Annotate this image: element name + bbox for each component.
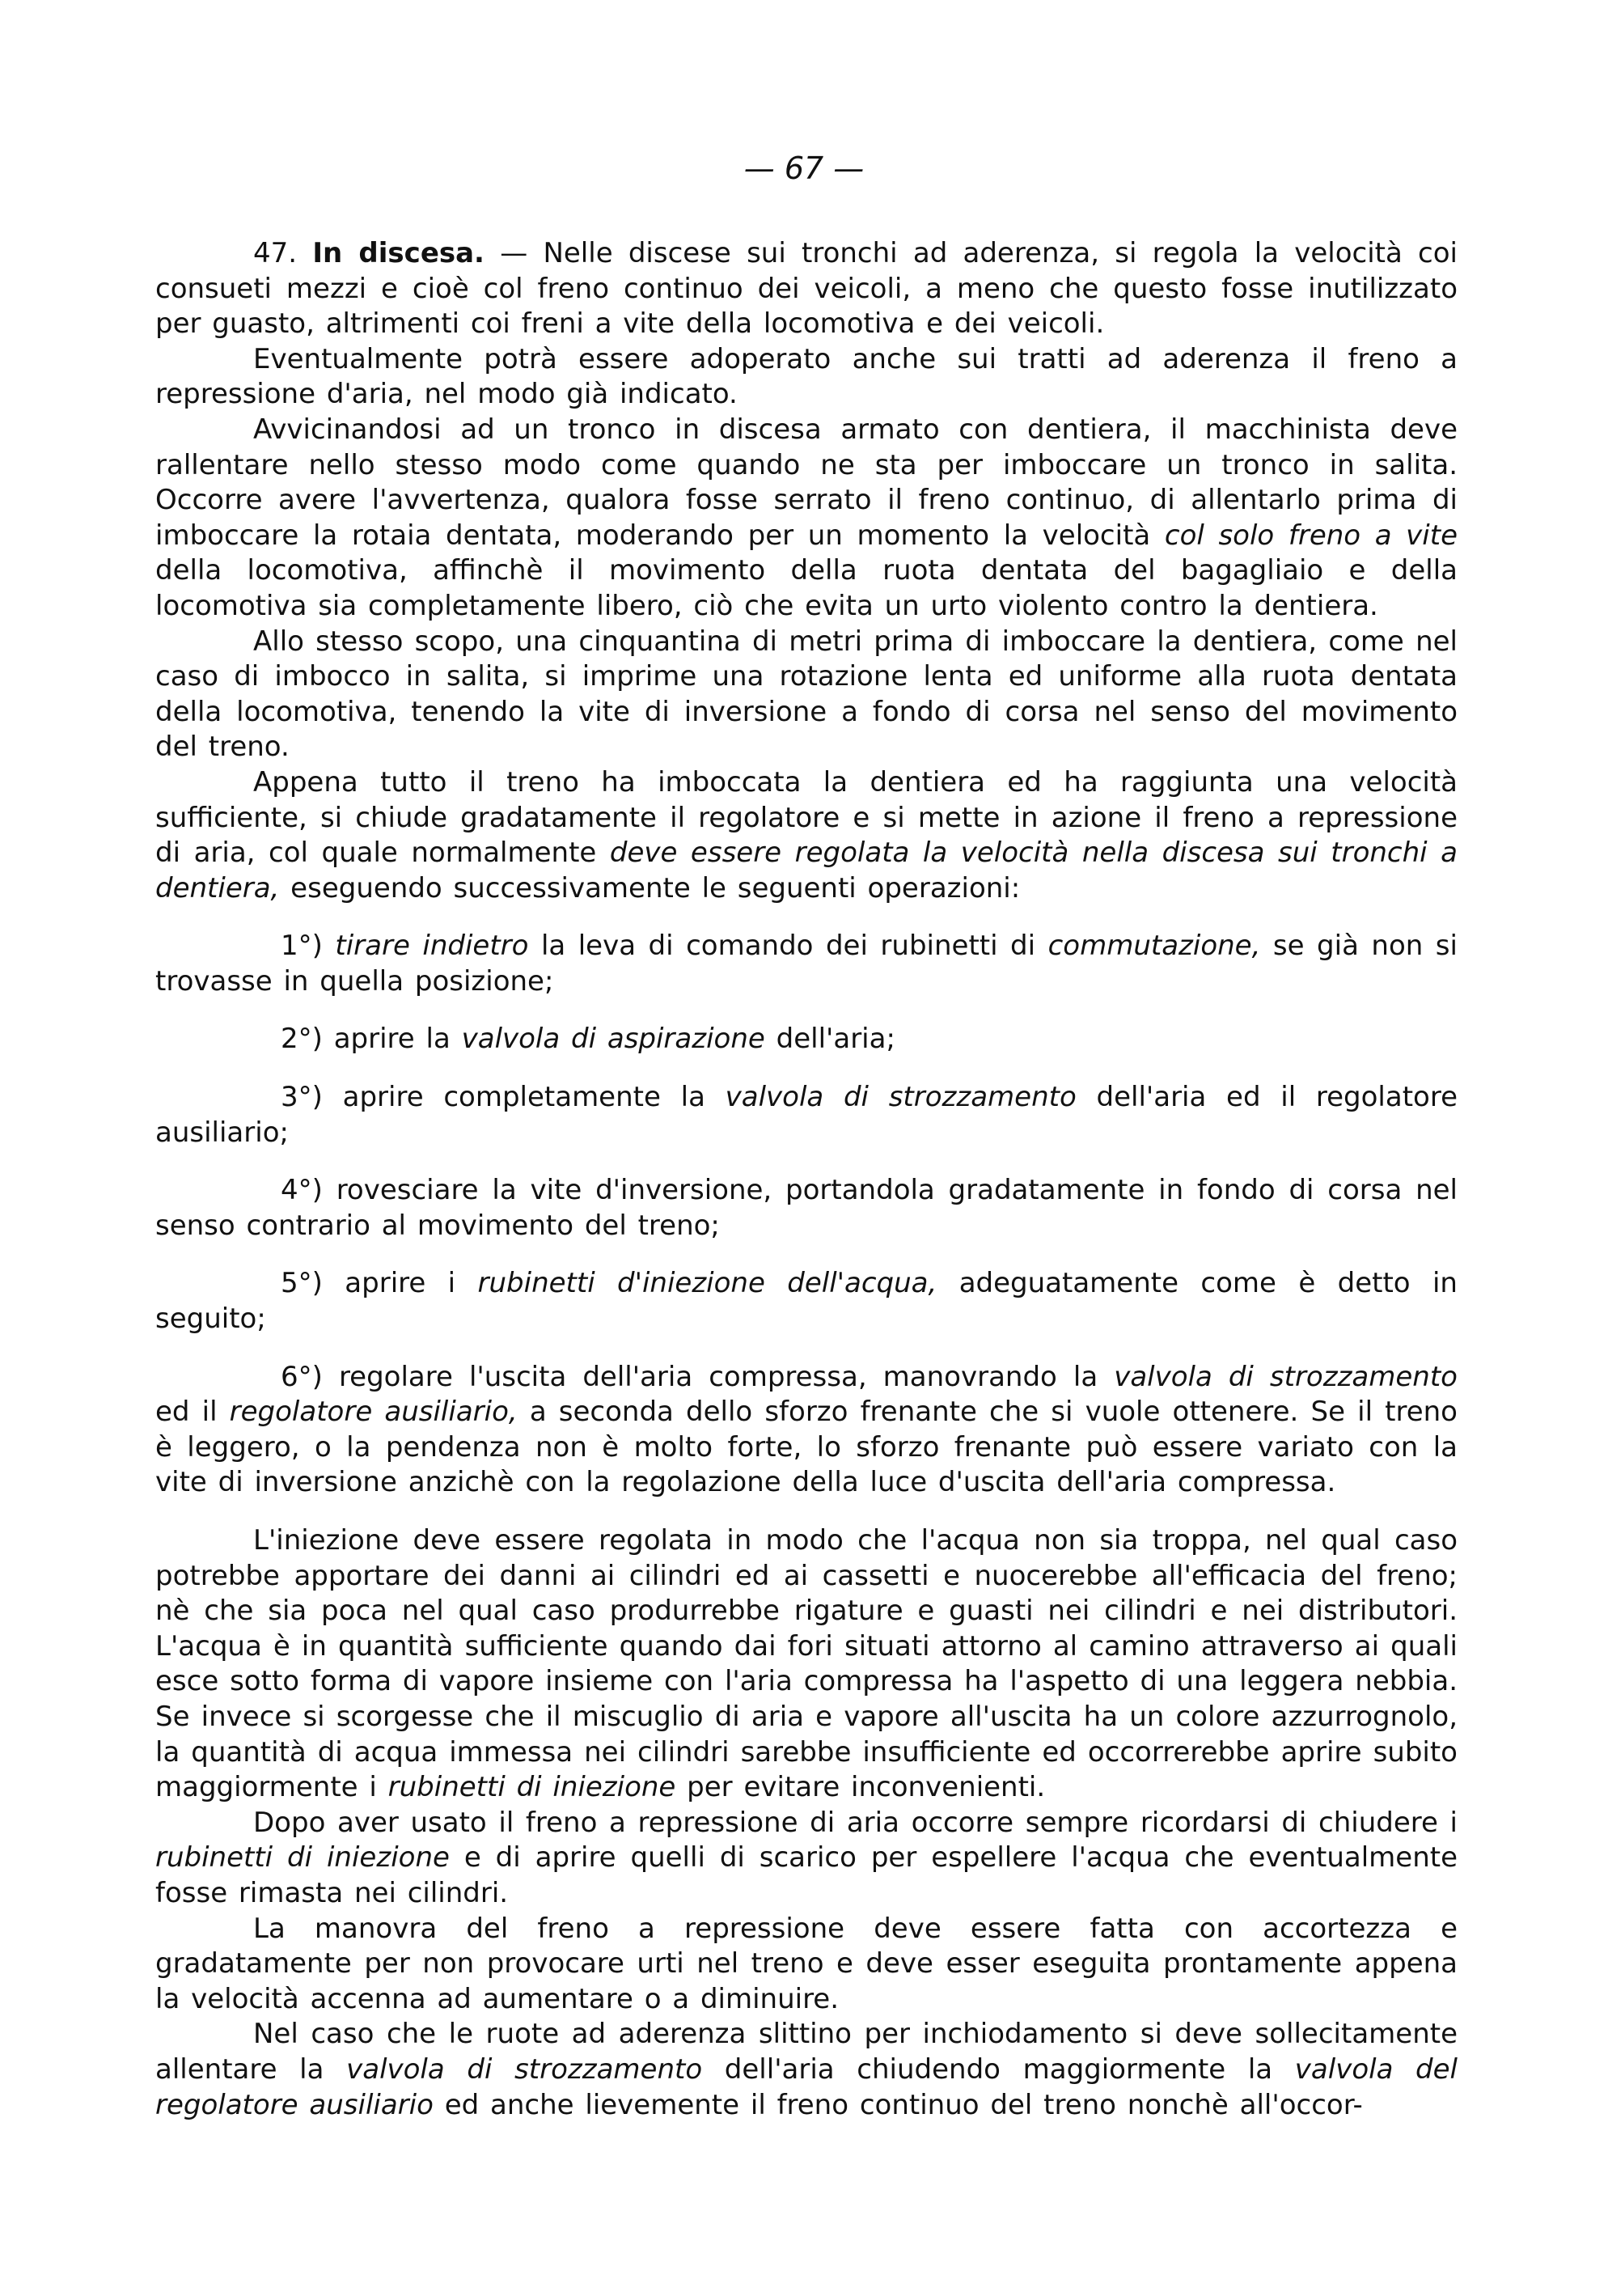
section-number: 47. [253,237,313,269]
body-text [155,236,1458,2123]
list-item-5: 5°) aprire i rubinetti d'iniezione dell'acqua, adeguatamente come è detto in seguito; [155,1267,1458,1336]
paragraph-allo-stesso-scopo: Allo stesso scopo, una cinquantina di metri prima di imboccare la dentiera, come nel caso di imbocco in salita, si imprime una rotazione lenta ed uniforme alla ruota dentata della locomotiva, tenendo la vite di inversione a fondo di corsa nel senso del movimento del treno. [155,625,1458,764]
paragraph-dopo-aver-usato: Dopo aver usato il freno a repressione di aria occorre sempre ricordarsi di chiudere i rubinetti di iniezione e di aprire quelli di scarico per espellere l'acqua che eventualmente fosse rimasta nei cilindri. [155,1806,1458,1909]
paragraph-appena: Appena tutto il treno ha imboccata la dentiera ed ha raggiunta una velocità sufficiente, si chiude gradatamente il regolatore e si mette in azione il freno a repressione di aria, col quale normalmente deve essere regolata la velocità nella discesa sui tronchi a dentiera, eseguendo successivamente le seguenti operazioni: [155,765,1458,904]
list-item-2: 2°) aprire la valvola di aspirazione dell'aria; [281,1023,895,1056]
page-number: — 67 — [743,150,865,186]
section-heading: In discesa. [312,237,485,269]
paragraph-la-manovra: La manovra del freno a repressione deve essere fatta con accortezza e gradatamente per non provocare urti nel treno e deve esser eseguita prontamente appena la velocità accenna ad aumentare o a diminuire. [155,1912,1458,2015]
list-item-1: 1°) tirare indietro la leva di comando dei rubinetti di commutazione, se già non si trovasse in quella posizione; [155,930,1458,998]
paragraph-nel-caso: Nel caso che le ruote ad aderenza slittino per inchiodamento si deve sollecitamente allentare la valvola di strozzamento dell'aria chiudendo maggiormente la valvola del regolatore ausiliario ed anche lievemente il freno continuo del treno nonchè all'occor- [155,2018,1458,2121]
paragraph-47-in-discesa: 47. In discesa. — Nelle discese sui tronchi ad aderenza, si regola la velocità coi consueti mezzi e cioè col freno continuo dei veicoli, a meno che questo fosse inutilizzato per guasto, altrimenti coi freni a vite della locomotiva e dei veicoli. [155,237,1458,341]
list-item-4: 4°) rovesciare la vite d'inversione, portandola gradatamente in fondo di corsa nel senso contrario al movimento del treno; [155,1174,1458,1242]
paragraph-eventualmente: Eventualmente potrà essere adoperato anche sui tratti ad aderenza il freno a repressione d'aria, nel modo già indicato. [155,342,1458,411]
paragraph-iniezione: L'iniezione deve essere regolata in modo che l'acqua non sia troppa, nel qual caso potrebbe apportare dei danni ai cilindri ed ai cassetti e nuocerebbe all'efficacia del freno; nè che sia poca nel qual caso produrrebbe rigature e guasti nei cilindri e nei distributori. L'acqua è in quantità sufficiente quando dai fori situati attorno al camino attraverso ai quali esce sotto forma di vapore insieme con l'aria compressa ha l'aspetto di una leggera nebbia. Se invece si scorgesse che il miscuglio di aria e vapore all'uscita ha un colore azzurrognolo, la quantità di acqua immessa nei cilindri sarebbe insufficiente ed occorrerebbe aprire subito maggiormente i rubinetti di iniezione per evitare inconvenienti. [155,1524,1458,1804]
list-item-3: 3°) aprire completamente la valvola di strozzamento dell'aria ed il regolatore ausiliario; [155,1081,1458,1149]
paragraph-avvicinandosi: Avvicinandosi ad un tronco in discesa armato con dentiera, il macchinista deve rallentare nello stesso modo come quando ne sta per imboccare un tronco in salita. Occorre avere l'avvertenza, qualora fosse serrato il freno continuo, di allentarlo prima di imboccare la rotaia dentata, moderando per un momento la velocità col solo freno a vite della locomotiva, affinchè il movimento della ruota dentata del bagagliaio e della locomotiva sia completamente libero, ciò che evita un urto violento contro la dentiera. [155,413,1458,622]
list-item-6: 6°) regolare l'uscita dell'aria compressa, manovrando la valvola di strozzamento ed il regolatore ausiliario, a seconda dello sforzo frenante che si vuole ottenere. Se il treno è leggero, o la pendenza non è molto forte, lo sforzo frenante può essere variato con la vite di inversione anzichè con la regolazione della luce d'uscita dell'aria compressa. [155,1360,1458,1499]
